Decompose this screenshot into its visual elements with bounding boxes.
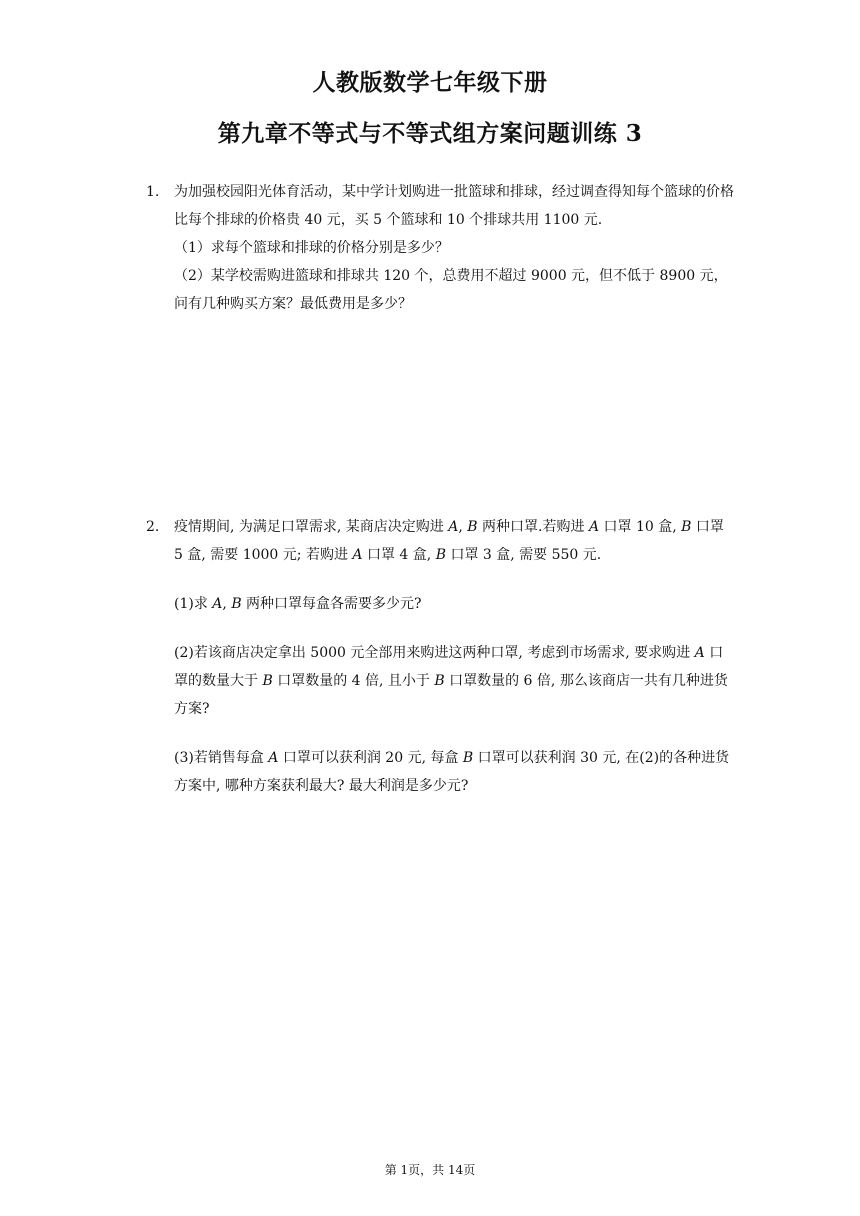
question-stem: 为加强校园阳光体育活动，某中学计划购进一批篮球和排球，经过调查得知每个篮球的价格比每个排球的价格贵 40 元，买 5 个篮球和 10 个排球共用 1100 元. bbox=[174, 184, 734, 228]
text-run: 口罩 10 盒, bbox=[599, 519, 682, 535]
question-part-2 bbox=[174, 639, 736, 723]
variable-a: A bbox=[694, 645, 705, 661]
text-run: 口罩可以获利润 20 元, 每盒 bbox=[278, 750, 463, 766]
variable-b: B bbox=[434, 673, 445, 689]
text-run: 口罩 3 盒, 需要 550 元. bbox=[446, 547, 602, 563]
question-1 bbox=[146, 178, 736, 318]
text-run: 两种口罩每盒各需要多少元? bbox=[241, 596, 422, 612]
text-run: , bbox=[222, 596, 232, 612]
variable-b: B bbox=[467, 519, 478, 535]
text-run: 口罩数量的 6 倍, 那么该商店一共有几种进货方案? bbox=[174, 673, 728, 717]
variable-a: A bbox=[268, 750, 279, 766]
question-part-2: （2）某学校需购进篮球和排球共 120 个，总费用不超过 9000 元，但不低于 8900 元，问有几种购买方案？最低费用是多少？ bbox=[174, 268, 728, 312]
variable-a: A bbox=[352, 547, 363, 563]
question-part-1: （1）求每个篮球和排球的价格分别是多少？ bbox=[174, 240, 449, 256]
question-part-1 bbox=[174, 590, 736, 618]
text-run: (3)若销售每盒 bbox=[174, 750, 269, 766]
document-title: 人教版数学七年级下册 bbox=[312, 69, 548, 96]
question-part-3 bbox=[174, 744, 736, 800]
variable-b: B bbox=[462, 750, 474, 766]
page-footer: 第 1页，共 14页 bbox=[384, 1163, 476, 1177]
variable-b: B bbox=[231, 596, 242, 612]
text-run: 口罩可以获利润 30 元, 在(2)的各种进货方案中, 哪种方案获利最大? 最大利润是多少元? bbox=[174, 750, 730, 794]
variable-b: B bbox=[435, 547, 446, 563]
text-run: 口罩的数量大于 bbox=[174, 645, 724, 689]
variable-b: B bbox=[262, 673, 273, 689]
text-run: 口罩 4 盒, bbox=[362, 547, 436, 563]
text-run: (2)若该商店决定拿出 5000 元全部用来购进这两种口罩, 考虑到市场需求, 要求购进 bbox=[174, 645, 695, 661]
text-run: 疫情期间, 为满足口罩需求, 某商店决定购进 bbox=[174, 519, 449, 535]
question-2 bbox=[146, 513, 736, 800]
question-number: 2. bbox=[146, 519, 160, 535]
text-run: , bbox=[458, 519, 468, 535]
variable-b: B bbox=[681, 519, 692, 535]
text-run: (1)求 bbox=[174, 596, 213, 612]
question-number: 1. bbox=[146, 184, 160, 200]
variable-a: A bbox=[448, 519, 459, 535]
variable-a: A bbox=[588, 519, 600, 535]
document-subtitle: 第九章不等式与不等式组方案问题训练 3 bbox=[217, 120, 643, 147]
variable-a: A bbox=[212, 596, 223, 612]
text-run: 口罩 5 盒, 需要 1000 元; 若购进 bbox=[174, 519, 724, 563]
question-stem bbox=[174, 513, 736, 569]
question-body bbox=[174, 178, 736, 318]
text-run: 两种口罩.若购进 bbox=[477, 519, 589, 535]
question-body bbox=[174, 513, 736, 800]
text-run: 口罩数量的 4 倍, 且小于 bbox=[272, 673, 435, 689]
